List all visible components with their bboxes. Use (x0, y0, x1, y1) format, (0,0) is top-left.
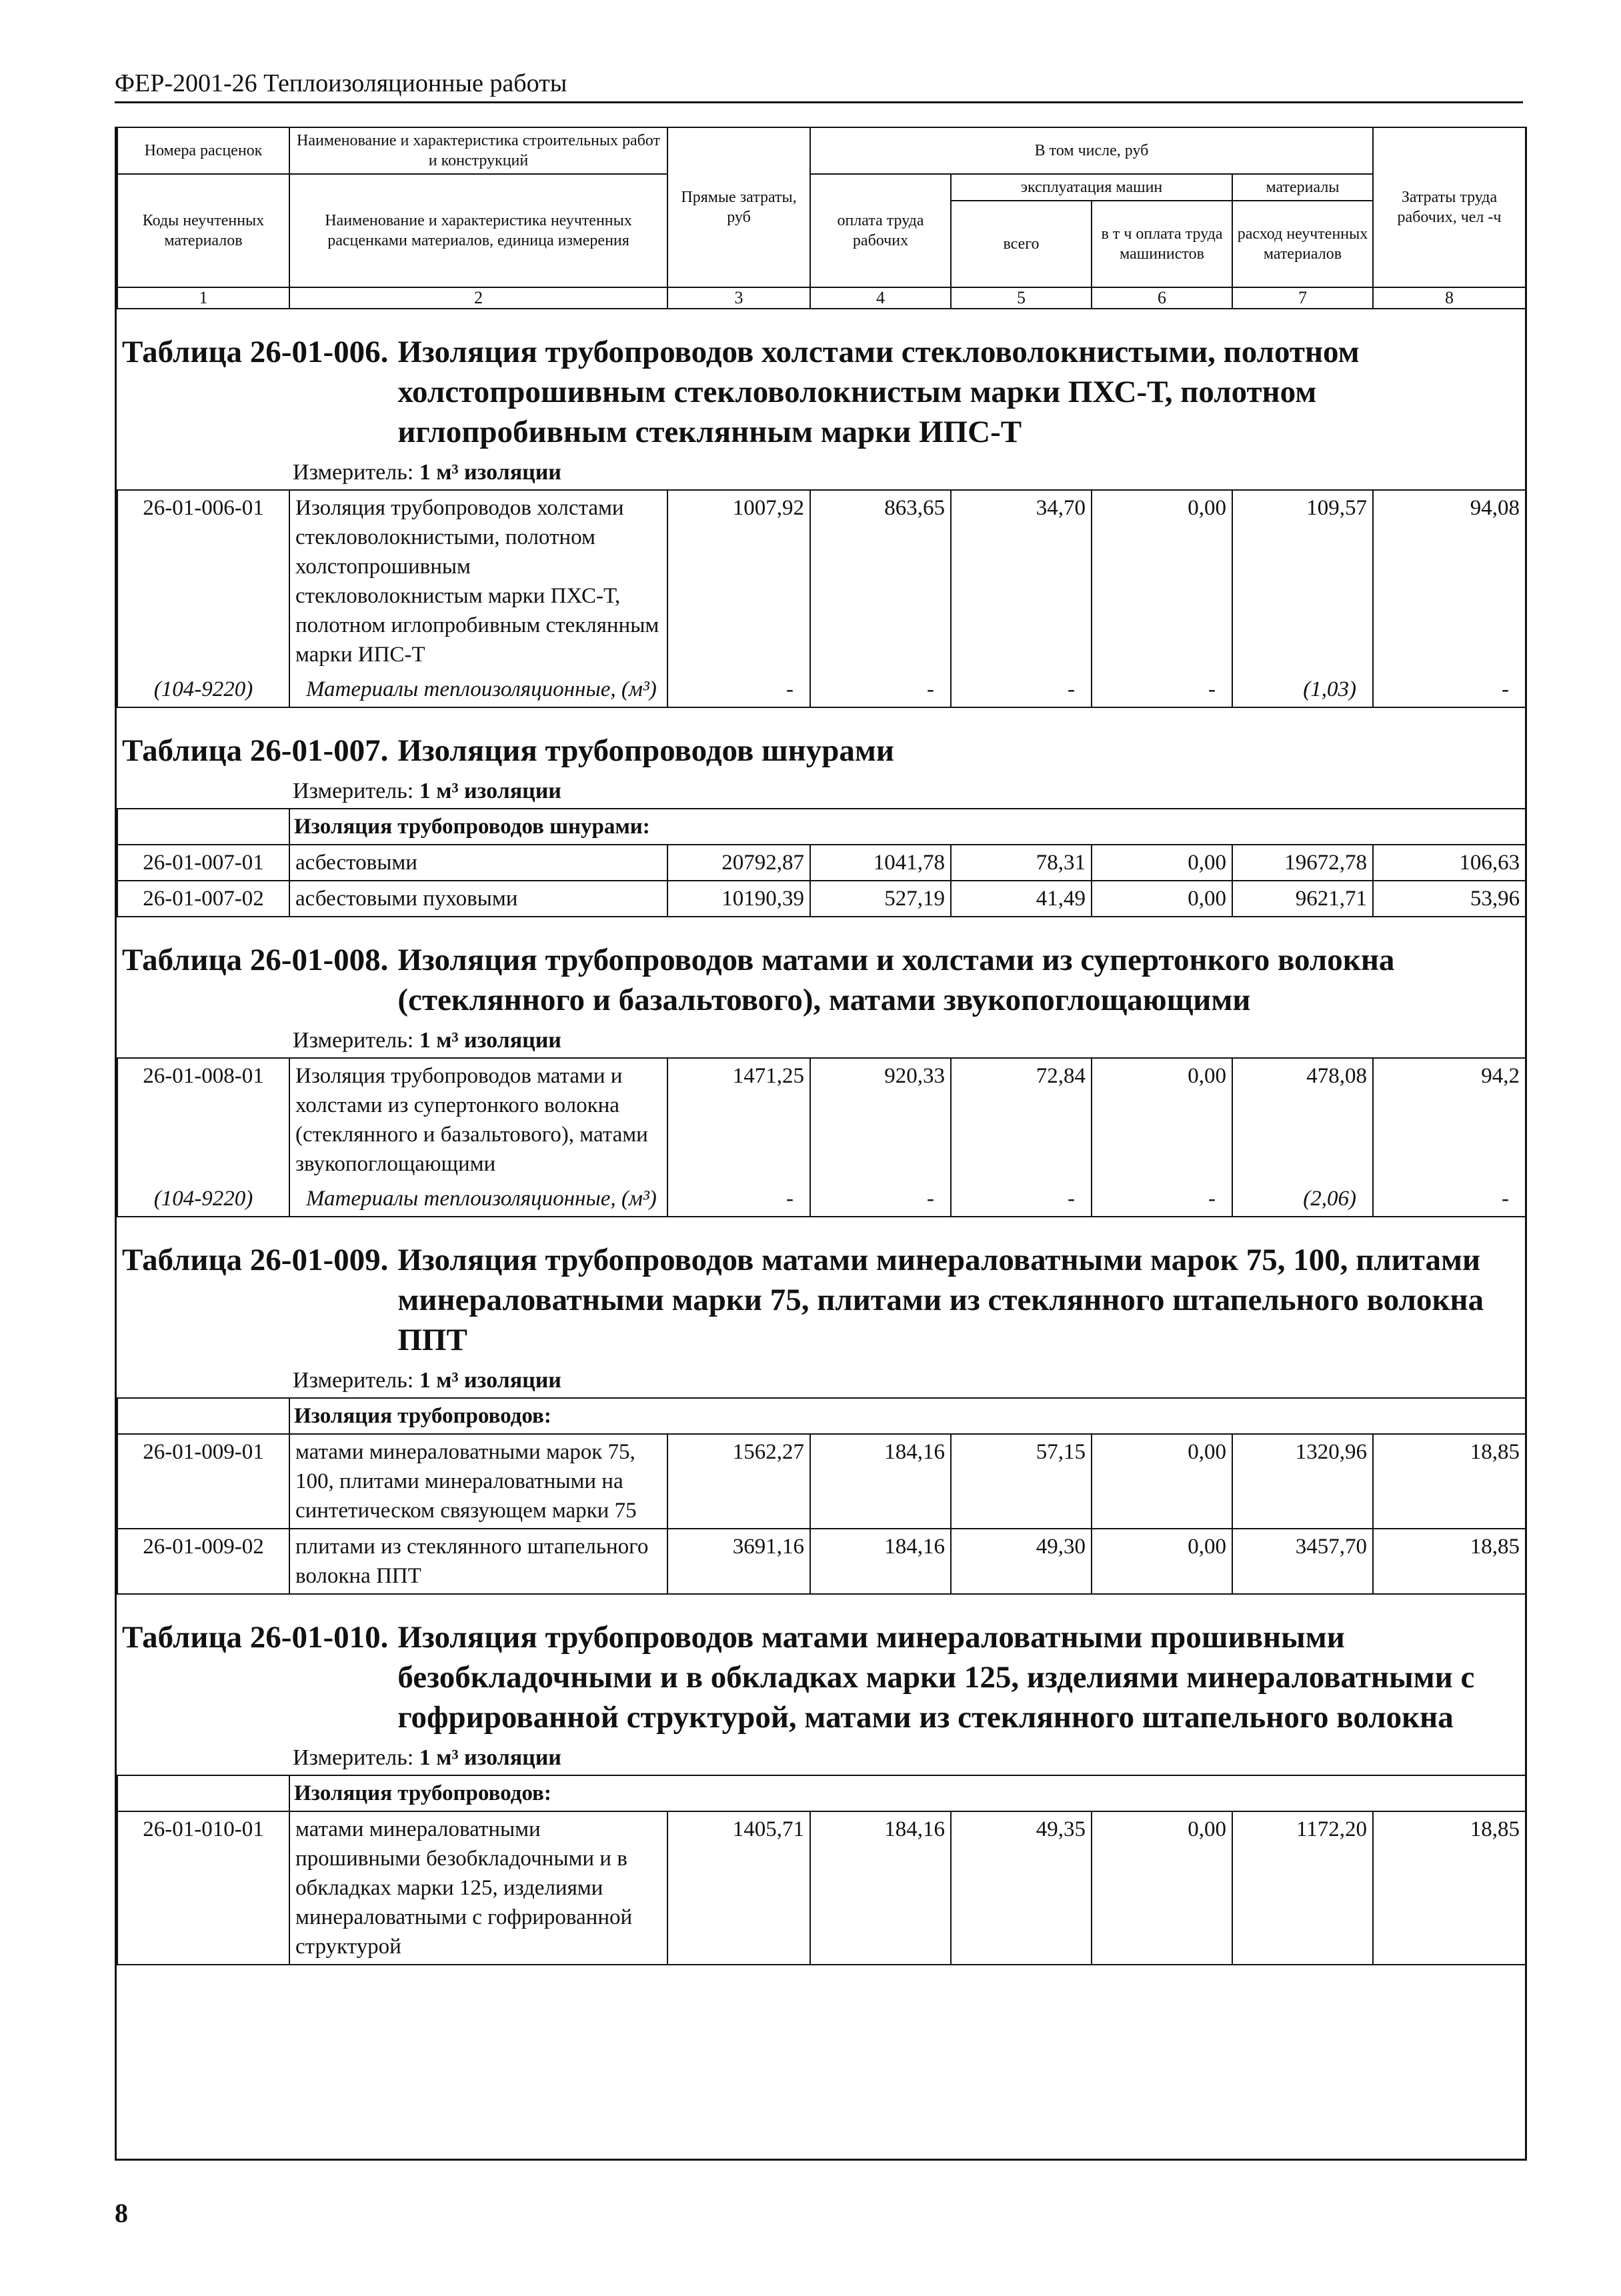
section-table (117, 808, 1526, 917)
section-table-number: Таблица 26-01-010. (122, 1620, 389, 1655)
meter-label: Измеритель: (293, 1368, 414, 1393)
row-code: 26-01-008-01 (117, 1058, 289, 1181)
section-table-number: Таблица 26-01-007. (122, 733, 389, 768)
row-name: Изоляция трубопроводов матами и холстами из супертонкого волокна (стеклянного и базальтового), матами звукопоглощающими (289, 1058, 667, 1181)
row-code: 26-01-010-01 (117, 1811, 289, 1965)
row-name: плитами из стеклянного штапельного волокна ППТ (289, 1529, 667, 1594)
row-name: асбестовыми пуховыми (289, 881, 667, 917)
meter-unit: 1 м³ изоляции (419, 1745, 561, 1770)
row-operator-pay: 0,00 (1092, 881, 1232, 917)
row-machine-total: 34,70 (951, 490, 1092, 672)
material-machine-total: - (951, 1181, 1092, 1217)
material-worker-pay: - (810, 1181, 951, 1217)
row-direct-costs: 3691,16 (667, 1529, 810, 1594)
page-header-title: ФЕР-2001-26 Теплоизоляционные работы (115, 69, 567, 97)
material-code: (104-9220) (117, 672, 289, 707)
section-table-number: Таблица 26-01-008. (122, 943, 389, 977)
section-meter (122, 771, 1514, 808)
row-machine-total: 49,30 (951, 1529, 1092, 1594)
col-header-total: всего (951, 201, 1092, 287)
section-meter (122, 452, 1514, 489)
table-row (117, 490, 1526, 672)
section-table-title: Изоляция трубопроводов матами минераловатными марок 75, 100, плитами минераловатными марки 75, плитами из стеклянного штапельного волокна ППТ (397, 1243, 1484, 1357)
col-number: 8 (1373, 287, 1526, 309)
row-name: матами минераловатными прошивными безобкладочными и в обкладках марки 125, изделиями минераловатными с гофрированной структурой (289, 1811, 667, 1965)
row-direct-costs: 1007,92 (667, 490, 810, 672)
col-header-operator-pay: в т ч оплата труда машинистов (1092, 201, 1232, 287)
row-materials: 9621,71 (1232, 881, 1373, 917)
col-header-labor-hours: Затраты труда рабочих, чел -ч (1373, 127, 1526, 287)
meter-label: Измеритель: (293, 1028, 414, 1053)
col-header-name-top: Наименование и характеристика строительных работ и конструкций (289, 127, 667, 174)
table-sections (117, 309, 1525, 1965)
row-operator-pay: 0,00 (1092, 1058, 1232, 1181)
col-number: 1 (117, 287, 289, 309)
page-number: 8 (115, 2198, 128, 2228)
row-operator-pay: 0,00 (1092, 490, 1232, 672)
material-direct-costs: - (667, 1181, 810, 1217)
section-table (117, 489, 1526, 708)
row-labor-hours: 18,85 (1373, 1811, 1526, 1965)
row-labor-hours: 94,2 (1373, 1058, 1526, 1181)
table-section (117, 1595, 1525, 1775)
col-number: 7 (1232, 287, 1373, 309)
section-title (122, 1617, 1514, 1737)
row-labor-hours: 18,85 (1373, 1434, 1526, 1529)
material-operator-pay: - (1092, 672, 1232, 707)
page-header (115, 67, 1523, 103)
row-worker-pay: 184,16 (810, 1434, 951, 1529)
row-name: матами минераловатными марок 75, 100, плитами минераловатными на синтетическом связующем марки 75 (289, 1434, 667, 1529)
col-header-codes-bottom: Коды неучтенных материалов (117, 174, 289, 287)
material-consumption: (1,03) (1232, 672, 1373, 707)
col-header-material-consumption: расход неучтенных материалов (1232, 201, 1373, 287)
section-table-title: Изоляция трубопроводов холстами стекловолокнистыми, полотном холстопрошивным стекловолокнистым марки ПХС-Т, полотном иглопробивным стеклянным марки ИПС-Т (397, 335, 1360, 449)
row-worker-pay: 527,19 (810, 881, 951, 917)
row-direct-costs: 1562,27 (667, 1434, 810, 1529)
material-consumption: (2,06) (1232, 1181, 1373, 1217)
section-title (122, 1240, 1514, 1360)
col-header-machine-operation: эксплуатация машин (951, 174, 1232, 201)
meter-unit: 1 м³ изоляции (419, 460, 561, 485)
section-title (122, 731, 1514, 771)
material-direct-costs: - (667, 672, 810, 707)
section-table-number: Таблица 26-01-009. (122, 1243, 389, 1277)
section-table (117, 1057, 1526, 1217)
meter-unit: 1 м³ изоляции (419, 1368, 561, 1393)
row-operator-pay: 0,00 (1092, 1811, 1232, 1965)
table-row (117, 1058, 1526, 1181)
meter-label: Измеритель: (293, 460, 414, 485)
row-code: 26-01-007-02 (117, 881, 289, 917)
col-header-codes-top: Номера расценок (117, 127, 289, 174)
col-number: 5 (951, 287, 1092, 309)
row-materials: 1172,20 (1232, 1811, 1373, 1965)
column-header-table (117, 127, 1526, 309)
col-number: 6 (1092, 287, 1232, 309)
row-materials: 1320,96 (1232, 1434, 1373, 1529)
row-operator-pay: 0,00 (1092, 845, 1232, 881)
row-machine-total: 57,15 (951, 1434, 1092, 1529)
row-direct-costs: 1405,71 (667, 1811, 810, 1965)
meter-unit: 1 м³ изоляции (419, 779, 561, 803)
section-table (117, 1775, 1526, 1965)
material-worker-pay: - (810, 672, 951, 707)
material-subrow (117, 1181, 1526, 1217)
table-row (117, 1529, 1526, 1594)
meter-label: Измеритель: (293, 779, 414, 803)
row-labor-hours: 53,96 (1373, 881, 1526, 917)
row-materials: 3457,70 (1232, 1529, 1373, 1594)
row-operator-pay: 0,00 (1092, 1434, 1232, 1529)
row-name: Изоляция трубопроводов холстами стекловолокнистыми, полотном холстопрошивным стекловолокнистым марки ПХС-Т, полотном иглопробивным стеклянным марки ИПС-Т (289, 490, 667, 672)
group-label: Изоляция трубопроводов шнурами: (289, 809, 1526, 845)
table-section (117, 708, 1525, 808)
section-title (122, 940, 1514, 1020)
table-row (117, 1434, 1526, 1529)
material-labor-hours: - (1373, 672, 1526, 707)
table-row (117, 1811, 1526, 1965)
row-materials: 19672,78 (1232, 845, 1373, 881)
col-number: 2 (289, 287, 667, 309)
price-table-document (115, 127, 1527, 2161)
material-subrow (117, 672, 1526, 707)
section-meter (122, 1020, 1514, 1057)
col-header-worker-pay: оплата труда рабочих (810, 174, 951, 287)
row-worker-pay: 184,16 (810, 1529, 951, 1594)
col-header-direct-costs: Прямые затраты, руб (667, 127, 810, 287)
group-label: Изоляция трубопроводов: (289, 1398, 1526, 1434)
col-header-materials: материалы (1232, 174, 1373, 201)
table-row (117, 881, 1526, 917)
section-table (117, 1397, 1526, 1595)
row-direct-costs: 10190,39 (667, 881, 810, 917)
row-worker-pay: 863,65 (810, 490, 951, 672)
material-labor-hours: - (1373, 1181, 1526, 1217)
col-header-including: В том числе, руб (810, 127, 1373, 174)
row-code: 26-01-009-02 (117, 1529, 289, 1594)
row-machine-total: 72,84 (951, 1058, 1092, 1181)
row-code: 26-01-006-01 (117, 490, 289, 672)
row-direct-costs: 20792,87 (667, 845, 810, 881)
row-worker-pay: 184,16 (810, 1811, 951, 1965)
row-worker-pay: 1041,78 (810, 845, 951, 881)
section-meter (122, 1360, 1514, 1397)
group-label: Изоляция трубопроводов: (289, 1775, 1526, 1811)
material-machine-total: - (951, 672, 1092, 707)
row-labor-hours: 18,85 (1373, 1529, 1526, 1594)
table-row (117, 845, 1526, 881)
section-meter (122, 1737, 1514, 1775)
row-code: 26-01-009-01 (117, 1434, 289, 1529)
row-materials: 478,08 (1232, 1058, 1373, 1181)
col-header-name-bottom: Наименование и характеристика неучтенных расценками материалов, единица измерения (289, 174, 667, 287)
row-operator-pay: 0,00 (1092, 1529, 1232, 1594)
section-table-title: Изоляция трубопроводов шнурами (397, 733, 894, 768)
section-title (122, 332, 1514, 452)
row-labor-hours: 106,63 (1373, 845, 1526, 881)
col-number: 4 (810, 287, 951, 309)
section-table-number: Таблица 26-01-006. (122, 335, 389, 369)
row-code: 26-01-007-01 (117, 845, 289, 881)
meter-label: Измеритель: (293, 1745, 414, 1770)
material-operator-pay: - (1092, 1181, 1232, 1217)
row-direct-costs: 1471,25 (667, 1058, 810, 1181)
material-name: Материалы теплоизоляционные, (м³) (289, 672, 667, 707)
table-section (117, 309, 1525, 489)
material-name: Материалы теплоизоляционные, (м³) (289, 1181, 667, 1217)
section-table-title: Изоляция трубопроводов матами и холстами из супертонкого волокна (стеклянного и базальтового), матами звукопоглощающими (397, 943, 1395, 1017)
table-section (117, 917, 1525, 1057)
row-worker-pay: 920,33 (810, 1058, 951, 1181)
row-machine-total: 78,31 (951, 845, 1092, 881)
col-number: 3 (667, 287, 810, 309)
row-machine-total: 41,49 (951, 881, 1092, 917)
row-materials: 109,57 (1232, 490, 1373, 672)
section-table-title: Изоляция трубопроводов матами минераловатными прошивными безобкладочными и в обкладках марки 125, изделиями минераловатными с гофрированной структурой, матами из стеклянного штапельного волокна (397, 1620, 1475, 1735)
material-code: (104-9220) (117, 1181, 289, 1217)
row-machine-total: 49,35 (951, 1811, 1092, 1965)
row-name: асбестовыми (289, 845, 667, 881)
table-section (117, 1217, 1525, 1397)
meter-unit: 1 м³ изоляции (419, 1028, 561, 1053)
row-labor-hours: 94,08 (1373, 490, 1526, 672)
